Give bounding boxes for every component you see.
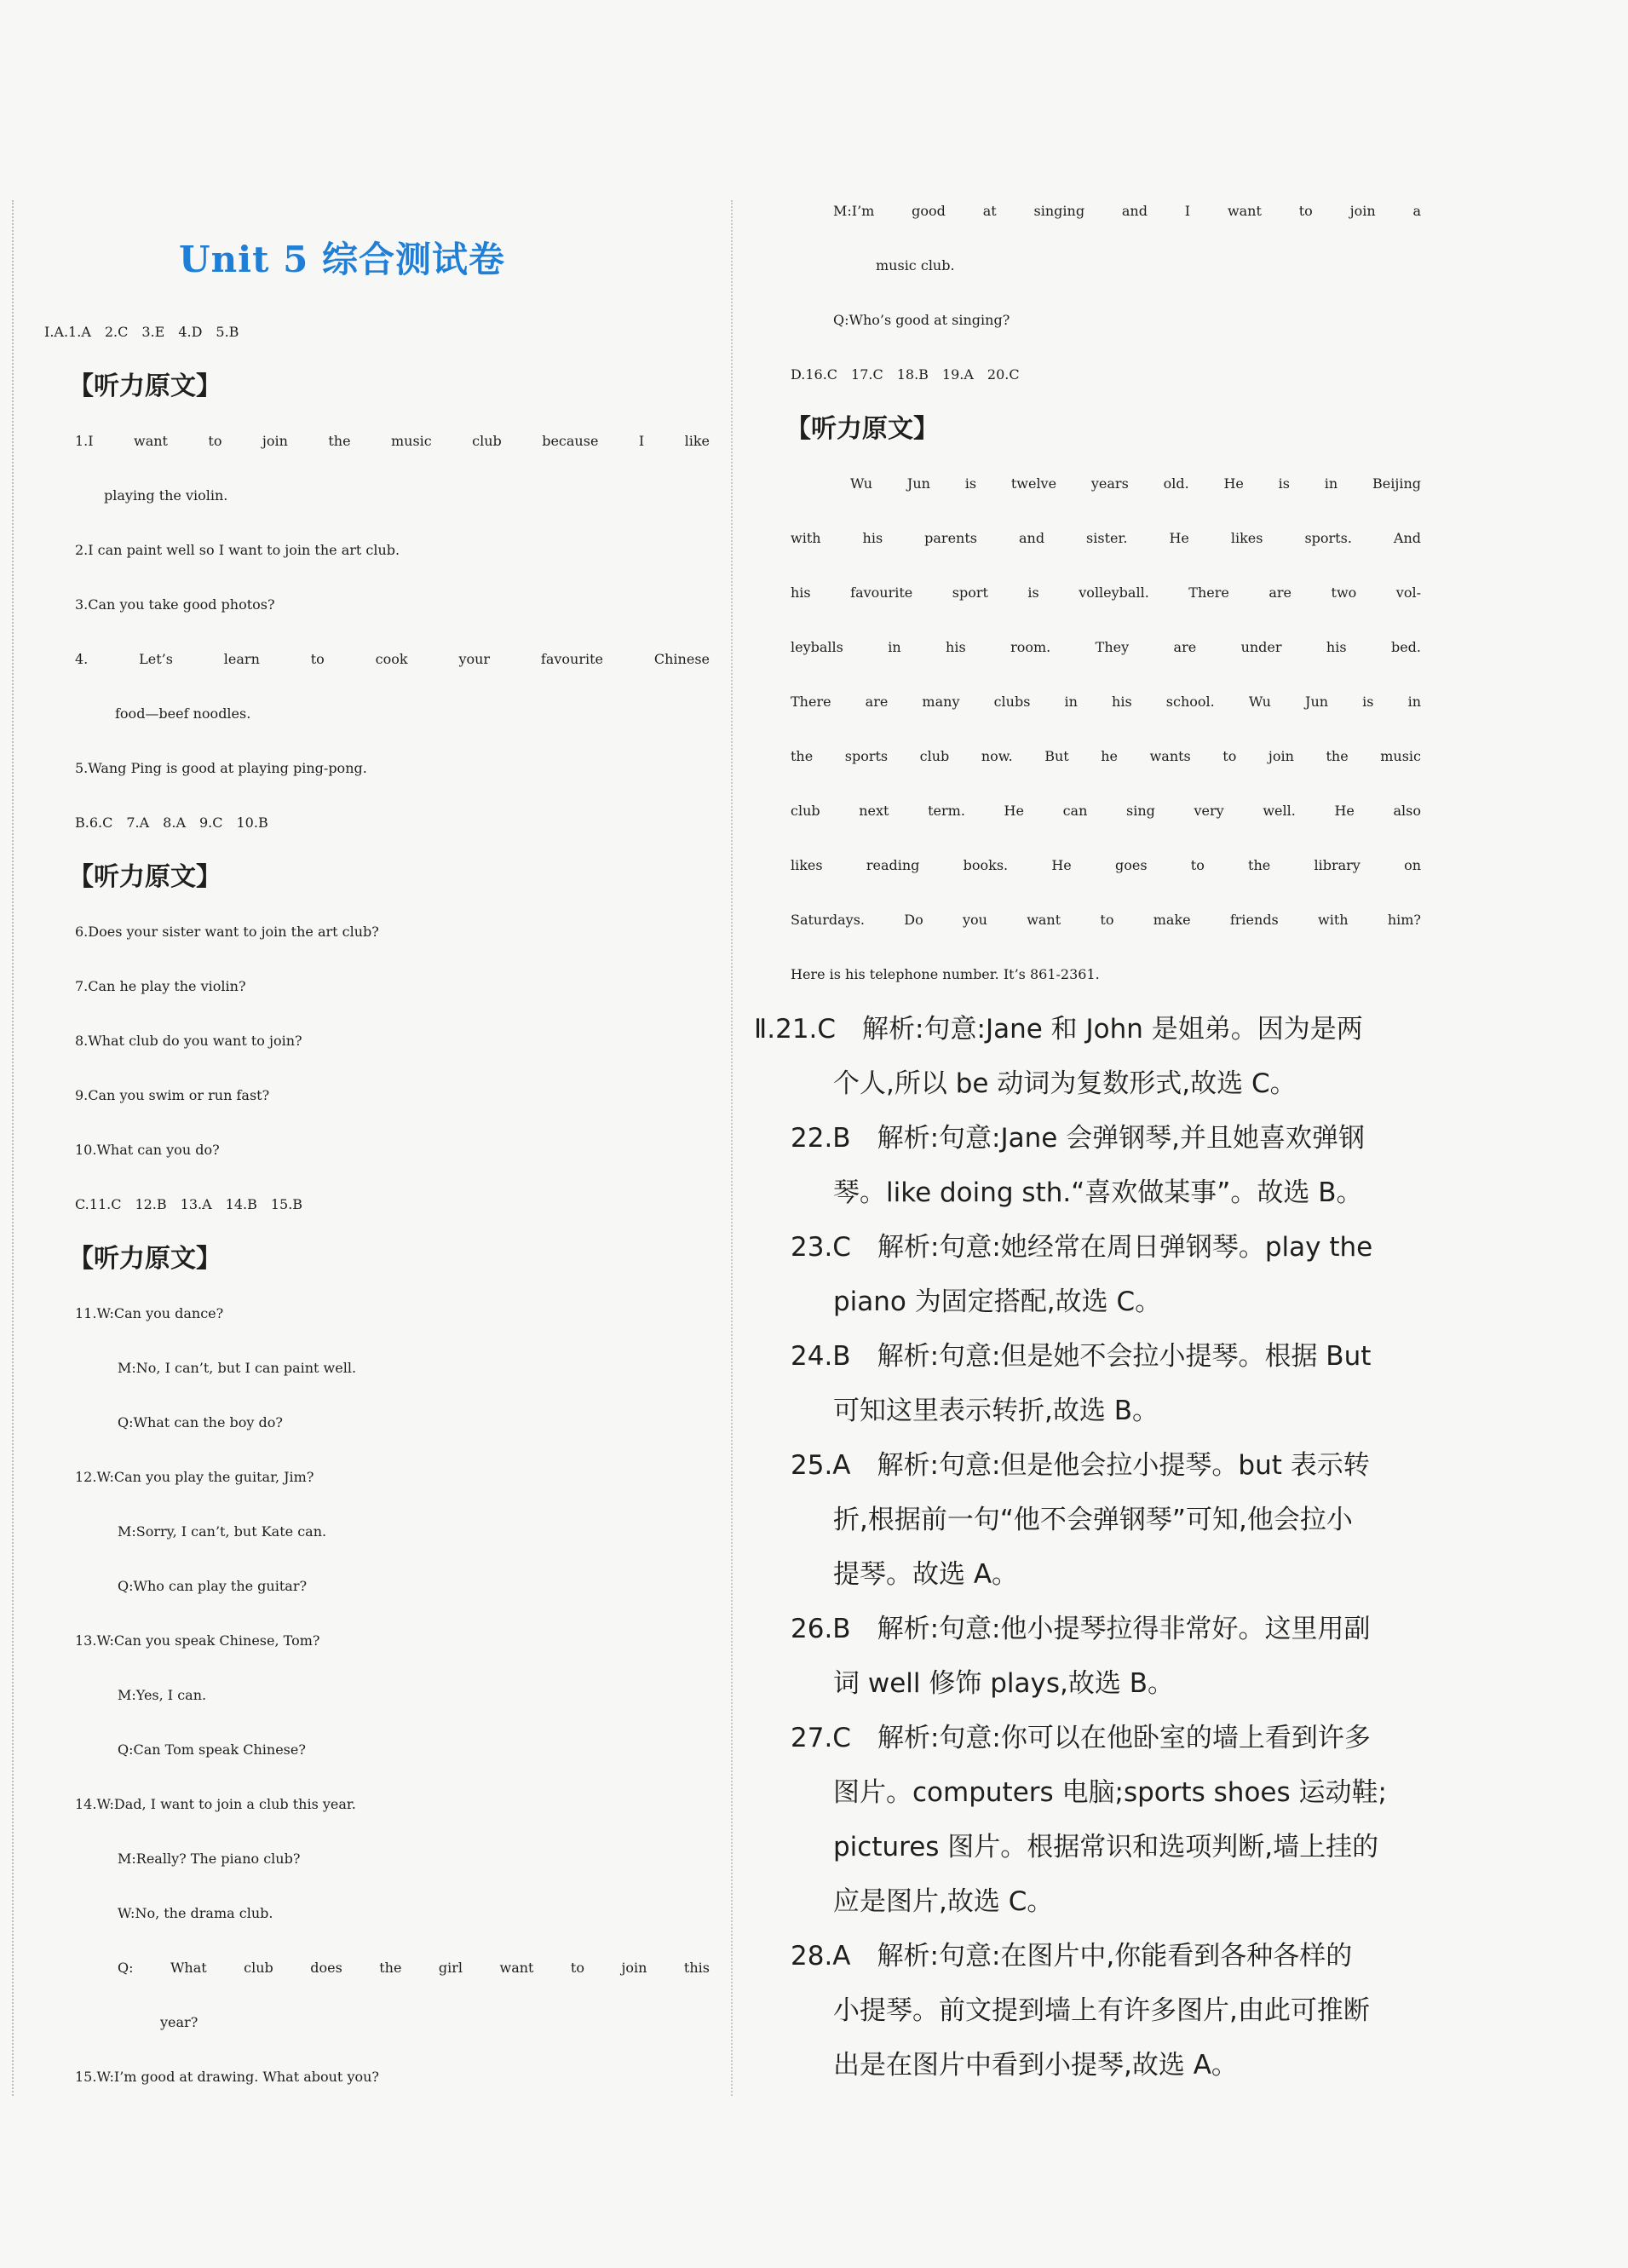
explanation-line: 24.B 解析:句意:但是她不会拉小提琴。根据 But bbox=[791, 1341, 1372, 1372]
dialogue-line: year? bbox=[160, 2014, 198, 2030]
explanation-line: 折,根据前一句“他不会弹钢琴”可知,他会拉小 bbox=[833, 1505, 1353, 1535]
dialogue-line: 12.W:Can you play the guitar, Jim? bbox=[75, 1469, 314, 1485]
explanation-line: 琴。like doing sth.“喜欢做某事”。故选 B。 bbox=[833, 1177, 1363, 1208]
explanation-line: 小提琴。前文提到墙上有许多图片,由此可推断 bbox=[833, 1995, 1370, 2026]
script-line: 3.Can you take good photos? bbox=[75, 596, 275, 613]
dialogue-line: M:Yes, I can. bbox=[118, 1687, 207, 1703]
script-line: 4. Let’s learn to cook your favourite Chinese bbox=[75, 651, 710, 667]
passage-line: leyballs in his room. They are under his bed. bbox=[791, 639, 1421, 655]
dialogue-line: M:I’m good at singing and I want to join a bbox=[833, 203, 1421, 219]
passage-line: likes reading books. He goes to the library on bbox=[791, 857, 1421, 873]
column-divider bbox=[731, 200, 733, 2096]
explanation-line: 提琴。故选 A。 bbox=[833, 1559, 1019, 1590]
script-line: 9.Can you swim or run fast? bbox=[75, 1087, 270, 1103]
section-c-answers: C.11.C 12.B 13.A 14.B 15.B bbox=[75, 1196, 303, 1212]
explanation-line: Ⅱ.21.C 解析:句意:Jane 和 John 是姐弟。因为是两 bbox=[754, 1014, 1363, 1045]
dialogue-line: Q:Who’s good at singing? bbox=[833, 312, 1010, 328]
script-line: 8.What club do you want to join? bbox=[75, 1033, 302, 1049]
dialogue-line: W:No, the drama club. bbox=[118, 1905, 273, 1921]
section-1-answers: Ⅰ.A.1.A 2.C 3.E 4.D 5.B bbox=[44, 324, 239, 340]
script-line: food—beef noodles. bbox=[115, 705, 251, 722]
explanation-line: 可知这里表示转折,故选 B。 bbox=[833, 1396, 1159, 1426]
listening-header: 【听力原文】 bbox=[68, 1244, 221, 1274]
dialogue-line: 14.W:Dad, I want to join a club this year. bbox=[75, 1796, 356, 1812]
passage-line: club next term. He can sing very well. He also bbox=[791, 803, 1421, 819]
explanation-line: 图片。computers 电脑;sports shoes 运动鞋; bbox=[833, 1777, 1387, 1808]
script-line: 7.Can he play the violin? bbox=[75, 978, 246, 994]
explanation-line: piano 为固定搭配,故选 C。 bbox=[833, 1287, 1162, 1317]
title-unit: Unit 5 bbox=[179, 239, 309, 280]
passage-line: with his parents and sister. He likes sports. And bbox=[791, 530, 1421, 546]
dialogue-line: M:Sorry, I can’t, but Kate can. bbox=[118, 1523, 327, 1540]
dialogue-line: 13.W:Can you speak Chinese, Tom? bbox=[75, 1632, 320, 1649]
script-line: 2.I can paint well so I want to join the art club. bbox=[75, 542, 400, 558]
dialogue-line: M:Really? The piano club? bbox=[118, 1851, 301, 1867]
script-line: 1.I want to join the music club because I like bbox=[75, 433, 710, 449]
passage-line: his favourite sport is volleyball. There are two vol- bbox=[791, 584, 1421, 601]
dialogue-line: 11.W:Can you dance? bbox=[75, 1305, 224, 1321]
explanation-line: 个人,所以 be 动词为复数形式,故选 C。 bbox=[833, 1068, 1297, 1099]
script-line: 5.Wang Ping is good at playing ping-pong. bbox=[75, 760, 367, 776]
dialogue-line: Q:Can Tom speak Chinese? bbox=[118, 1741, 306, 1758]
explanation-line: 25.A 解析:句意:但是他会拉小提琴。but 表示转 bbox=[791, 1450, 1370, 1481]
section-b-answers: B.6.C 7.A 8.A 9.C 10.B bbox=[75, 815, 268, 831]
script-line: 10.What can you do? bbox=[75, 1142, 220, 1158]
dialogue-line: music club. bbox=[876, 257, 955, 273]
explanation-line: 出是在图片中看到小提琴,故选 A。 bbox=[833, 2050, 1238, 2081]
left-margin-divider bbox=[12, 200, 14, 2096]
listening-header: 【听力原文】 bbox=[68, 371, 221, 401]
explanation-line: 27.C 解析:句意:你可以在他卧室的墙上看到许多 bbox=[791, 1723, 1371, 1753]
dialogue-line: Q:Who can play the guitar? bbox=[118, 1578, 308, 1594]
script-line: playing the violin. bbox=[104, 487, 228, 504]
listening-header: 【听力原文】 bbox=[785, 414, 939, 444]
explanation-line: pictures 图片。根据常识和选项判断,墙上挂的 bbox=[833, 1832, 1379, 1862]
explanation-line: 28.A 解析:句意:在图片中,你能看到各种各样的 bbox=[791, 1941, 1353, 1972]
page-title bbox=[179, 232, 505, 283]
dialogue-line: Q: What club does the girl want to join this bbox=[118, 1960, 710, 1976]
passage-line: Wu Jun is twelve years old. He is in Beijing bbox=[850, 475, 1421, 492]
title-name: 综合测试卷 bbox=[322, 239, 506, 280]
explanation-line: 应是图片,故选 C。 bbox=[833, 1886, 1054, 1917]
script-line: 6.Does your sister want to join the art club? bbox=[75, 924, 379, 940]
passage-line: Saturdays. Do you want to make friends with him? bbox=[791, 912, 1421, 928]
explanation-line: 23.C 解析:句意:她经常在周日弹钢琴。play the bbox=[791, 1232, 1373, 1263]
dialogue-line: Q:What can the boy do? bbox=[118, 1414, 283, 1430]
passage-line: There are many clubs in his school. Wu Jun is in bbox=[791, 694, 1421, 710]
explanation-line: 词 well 修饰 plays,故选 B。 bbox=[833, 1668, 1174, 1699]
passage-line: the sports club now. But he wants to join the music bbox=[791, 748, 1421, 764]
explanation-line: 22.B 解析:句意:Jane 会弹钢琴,并且她喜欢弹钢 bbox=[791, 1123, 1366, 1154]
listening-header: 【听力原文】 bbox=[68, 862, 221, 892]
passage-line: Here is his telephone number. It’s 861-2361. bbox=[791, 966, 1100, 982]
dialogue-line: M:No, I can’t, but I can paint well. bbox=[118, 1360, 357, 1376]
explanation-line: 26.B 解析:句意:他小提琴拉得非常好。这里用副 bbox=[791, 1614, 1371, 1644]
section-d-answers: D.16.C 17.C 18.B 19.A 20.C bbox=[791, 366, 1020, 383]
dialogue-line: 15.W:I’m good at drawing. What about you? bbox=[75, 2069, 379, 2085]
